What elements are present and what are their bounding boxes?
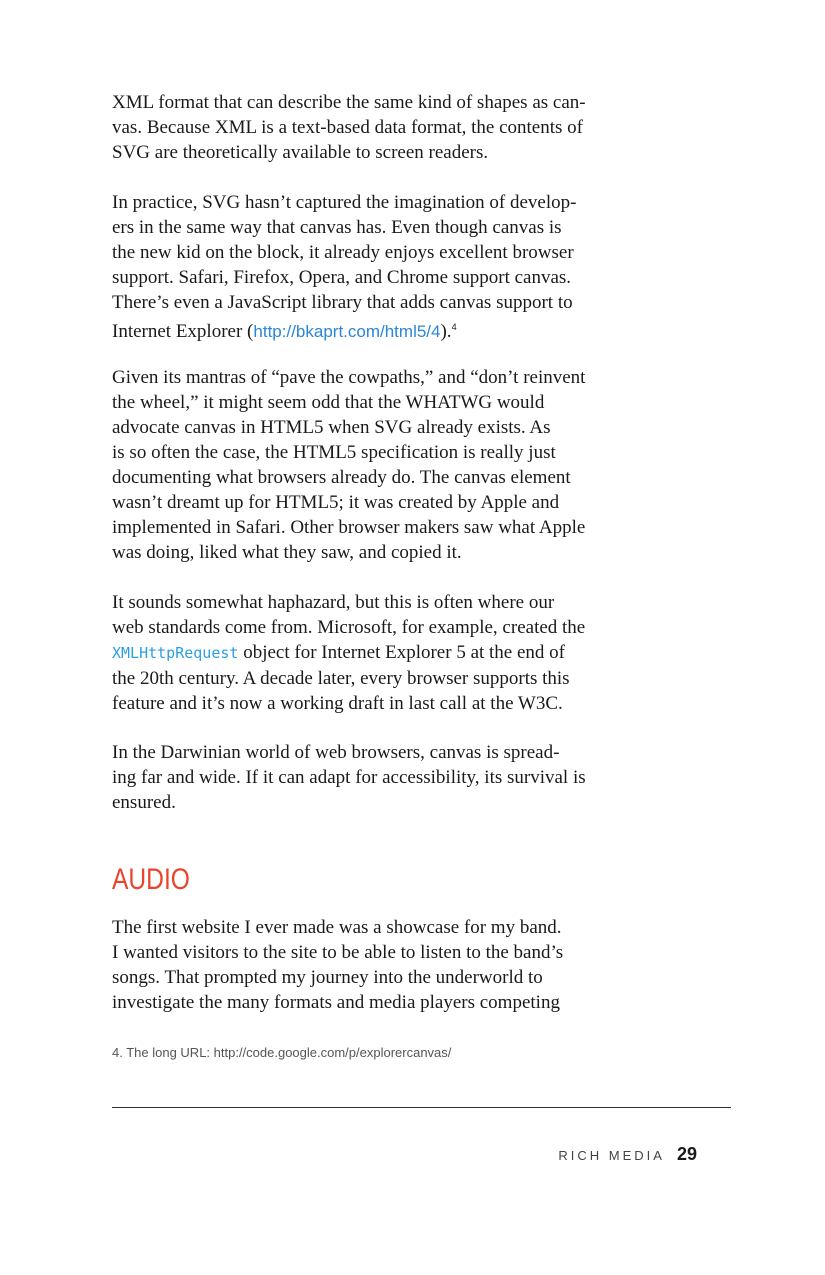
text-line: support. Safari, Firefox, Opera, and Chrome support canvas. [112, 267, 572, 288]
text-line: was doing, liked what they saw, and copied it. [112, 542, 462, 563]
text-line: feature and it’s now a working draft in last call at the W3C. [112, 693, 563, 714]
text-line: The first website I ever made was a showcase for my band. [112, 917, 562, 938]
paragraph-web-standards [112, 590, 672, 716]
text-line: the new kid on the block, it already enjoys excellent browser [112, 242, 574, 263]
running-footer [558, 1142, 697, 1168]
text-line: the 20th century. A decade later, every browser supports this [112, 668, 570, 689]
paragraph-svg-practice [112, 190, 672, 344]
paragraph-whatwg [112, 365, 672, 565]
text-line: songs. That prompted my journey into the underworld to [112, 967, 543, 988]
text-line-with-code [112, 640, 672, 666]
text-line: is so often the case, the HTML5 specification is really just [112, 442, 556, 463]
text-line: documenting what browsers already do. The canvas element [112, 467, 571, 488]
bkaprt-link[interactable]: http://bkaprt.com/html5/4 [253, 322, 441, 341]
footnote-reference[interactable]: 4 [451, 322, 457, 332]
text-line: web standards come from. Microsoft, for example, created the [112, 617, 586, 638]
text-line: implemented in Safari. Other browser makers saw what Apple [112, 517, 586, 538]
text-line: advocate canvas in HTML5 when SVG already exists. As [112, 417, 551, 438]
text-line: Given its mantras of “pave the cowpaths,” and “don’t reinvent [112, 367, 586, 388]
paragraph-audio-intro [112, 915, 672, 1015]
footnote: 4. The long URL: http://code.google.com/p/explorercanvas/ [112, 1045, 452, 1060]
footer-divider [112, 1107, 731, 1108]
paragraph-svg-intro [112, 90, 672, 165]
text-line: XML format that can describe the same kind of shapes as can- [112, 92, 586, 113]
paragraph-darwinian [112, 740, 672, 815]
page-number: 29 [676, 1144, 697, 1164]
text-line: SVG are theoretically available to screen readers. [112, 142, 489, 163]
text-line-with-link [112, 315, 672, 344]
text-fragment: ). [440, 321, 452, 342]
text-line: There’s even a JavaScript library that adds canvas support to [112, 292, 573, 313]
text-line: It sounds somewhat haphazard, but this is often where our [112, 592, 555, 613]
text-fragment: object for Internet Explorer 5 at the end of [238, 642, 565, 663]
text-line: I wanted visitors to the site to be able to listen to the band’s [112, 942, 564, 963]
text-line: investigate the many formats and media players competing [112, 992, 560, 1013]
text-line: the wheel,” it might seem odd that the WHATWG would [112, 392, 545, 413]
text-line: In practice, SVG hasn’t captured the imagination of develop- [112, 192, 577, 213]
text-line: In the Darwinian world of web browsers, canvas is spread- [112, 742, 560, 763]
text-fragment: Internet Explorer ( [112, 321, 254, 342]
section-heading-audio: AUDIO [112, 863, 190, 896]
xmlhttprequest-code: XMLHttpRequest [112, 644, 239, 662]
text-line: wasn’t dreamt up for HTML5; it was created by Apple and [112, 492, 560, 513]
text-line: vas. Because XML is a text-based data format, the contents of [112, 117, 583, 138]
text-line: ensured. [112, 792, 176, 813]
text-line: ers in the same way that canvas has. Even though canvas is [112, 217, 562, 238]
section-name: RICH MEDIA [558, 1148, 665, 1163]
text-line: ing far and wide. If it can adapt for accessibility, its survival is [112, 767, 586, 788]
